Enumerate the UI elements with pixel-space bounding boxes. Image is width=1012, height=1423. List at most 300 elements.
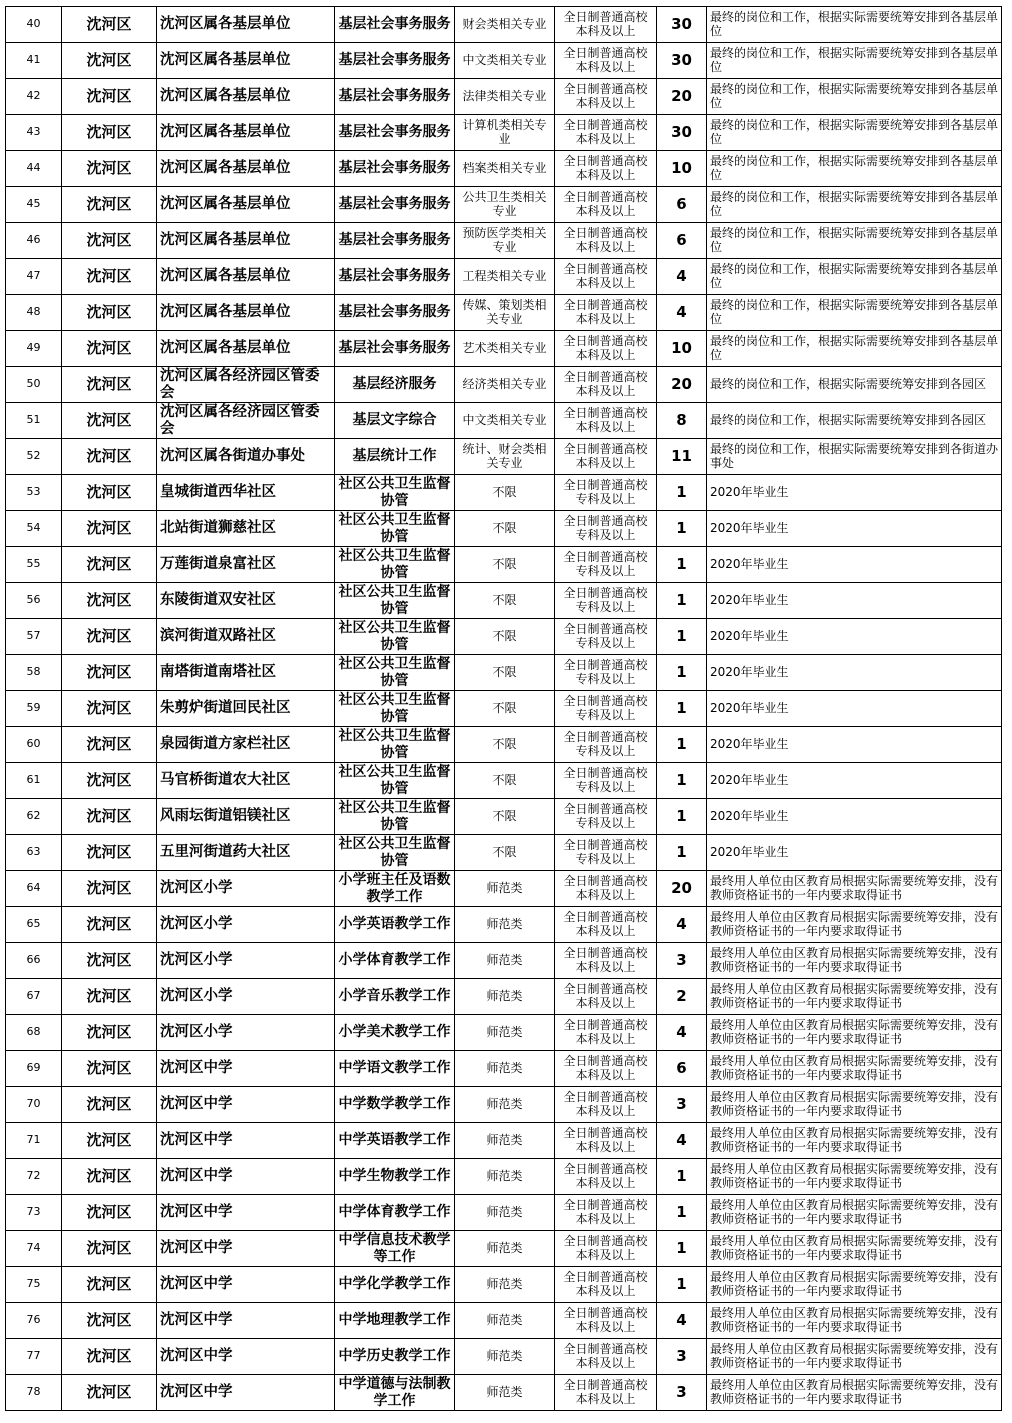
table-row [6, 1123, 1002, 1159]
district-cell: 沈河区 [62, 295, 157, 331]
education-cell: 全日制普通高校本科及以上 [555, 403, 657, 439]
major-cell: 经济类相关专业 [455, 367, 555, 403]
unit-cell: 沈河区属各基层单位 [157, 79, 335, 115]
education-cell: 全日制普通高校本科及以上 [555, 943, 657, 979]
note-cell: 最终用人单位由区教育局根据实际需要统筹安排，没有教师资格证书的一年内要求取得证书 [707, 1087, 1002, 1123]
position-cell: 小学音乐教学工作 [335, 979, 455, 1015]
major-cell: 师范类 [455, 943, 555, 979]
row-index: 69 [6, 1051, 62, 1087]
education-cell: 全日制普通高校本科及以上 [555, 223, 657, 259]
headcount-cell: 4 [657, 1123, 707, 1159]
district-cell: 沈河区 [62, 151, 157, 187]
unit-cell: 沈河区中学 [157, 1339, 335, 1375]
note-cell: 最终用人单位由区教育局根据实际需要统筹安排，没有教师资格证书的一年内要求取得证书 [707, 871, 1002, 907]
headcount-cell: 4 [657, 907, 707, 943]
unit-cell: 风雨坛街道铝镁社区 [157, 799, 335, 835]
district-cell: 沈河区 [62, 763, 157, 799]
headcount-cell: 10 [657, 151, 707, 187]
education-cell: 全日制普通高校本科及以上 [555, 1195, 657, 1231]
unit-cell: 沈河区小学 [157, 871, 335, 907]
position-cell: 社区公共卫生监督协管 [335, 799, 455, 835]
unit-cell: 沈河区小学 [157, 943, 335, 979]
row-index: 64 [6, 871, 62, 907]
note-cell: 2020年毕业生 [707, 799, 1002, 835]
major-cell: 不限 [455, 763, 555, 799]
note-cell: 最终的岗位和工作，根据实际需要统筹安排到各园区 [707, 367, 1002, 403]
table-row [6, 1195, 1002, 1231]
position-cell: 基层社会事务服务 [335, 223, 455, 259]
note-cell: 最终用人单位由区教育局根据实际需要统筹安排，没有教师资格证书的一年内要求取得证书 [707, 1015, 1002, 1051]
major-cell: 中文类相关专业 [455, 43, 555, 79]
unit-cell: 滨河街道双路社区 [157, 619, 335, 655]
district-cell: 沈河区 [62, 835, 157, 871]
education-cell: 全日制普通高校本科及以上 [555, 1159, 657, 1195]
education-cell: 全日制普通高校专科及以上 [555, 655, 657, 691]
note-cell: 最终用人单位由区教育局根据实际需要统筹安排，没有教师资格证书的一年内要求取得证书 [707, 907, 1002, 943]
note-cell: 最终用人单位由区教育局根据实际需要统筹安排，没有教师资格证书的一年内要求取得证书 [707, 943, 1002, 979]
headcount-cell: 6 [657, 223, 707, 259]
district-cell: 沈河区 [62, 331, 157, 367]
major-cell: 师范类 [455, 1267, 555, 1303]
row-index: 61 [6, 763, 62, 799]
table-row [6, 907, 1002, 943]
education-cell: 全日制普通高校本科及以上 [555, 979, 657, 1015]
education-cell: 全日制普通高校专科及以上 [555, 835, 657, 871]
education-cell: 全日制普通高校专科及以上 [555, 619, 657, 655]
table-row [6, 691, 1002, 727]
position-cell: 基层文字综合 [335, 403, 455, 439]
district-cell: 沈河区 [62, 439, 157, 475]
position-cell: 基层社会事务服务 [335, 7, 455, 43]
note-cell: 2020年毕业生 [707, 727, 1002, 763]
education-cell: 全日制普通高校本科及以上 [555, 43, 657, 79]
headcount-cell: 1 [657, 583, 707, 619]
position-cell: 中学历史教学工作 [335, 1339, 455, 1375]
unit-cell: 沈河区中学 [157, 1231, 335, 1267]
table-row [6, 835, 1002, 871]
education-cell: 全日制普通高校专科及以上 [555, 475, 657, 511]
unit-cell: 沈河区属各基层单位 [157, 223, 335, 259]
major-cell: 师范类 [455, 1231, 555, 1267]
position-cell: 基层社会事务服务 [335, 295, 455, 331]
row-index: 73 [6, 1195, 62, 1231]
position-cell: 中学信息技术教学等工作 [335, 1231, 455, 1267]
unit-cell: 沈河区小学 [157, 1015, 335, 1051]
row-index: 45 [6, 187, 62, 223]
education-cell: 全日制普通高校专科及以上 [555, 547, 657, 583]
row-index: 51 [6, 403, 62, 439]
education-cell: 全日制普通高校专科及以上 [555, 799, 657, 835]
row-index: 59 [6, 691, 62, 727]
education-cell: 全日制普通高校专科及以上 [555, 727, 657, 763]
major-cell: 中文类相关专业 [455, 403, 555, 439]
district-cell: 沈河区 [62, 259, 157, 295]
note-cell: 最终的岗位和工作，根据实际需要统筹安排到各基层单位 [707, 43, 1002, 79]
table-row [6, 583, 1002, 619]
row-index: 52 [6, 439, 62, 475]
table-row [6, 1267, 1002, 1303]
table-row [6, 1051, 1002, 1087]
row-index: 75 [6, 1267, 62, 1303]
headcount-cell: 1 [657, 799, 707, 835]
note-cell: 最终的岗位和工作，根据实际需要统筹安排到各基层单位 [707, 79, 1002, 115]
unit-cell: 沈河区属各基层单位 [157, 331, 335, 367]
note-cell: 2020年毕业生 [707, 655, 1002, 691]
position-cell: 社区公共卫生监督协管 [335, 583, 455, 619]
table-row [6, 1015, 1002, 1051]
major-cell: 不限 [455, 619, 555, 655]
row-index: 41 [6, 43, 62, 79]
table-row [6, 187, 1002, 223]
headcount-cell: 4 [657, 1303, 707, 1339]
unit-cell: 沈河区中学 [157, 1267, 335, 1303]
education-cell: 全日制普通高校本科及以上 [555, 907, 657, 943]
district-cell: 沈河区 [62, 727, 157, 763]
headcount-cell: 1 [657, 475, 707, 511]
note-cell: 最终的岗位和工作，根据实际需要统筹安排到各基层单位 [707, 7, 1002, 43]
position-cell: 社区公共卫生监督协管 [335, 727, 455, 763]
row-index: 72 [6, 1159, 62, 1195]
major-cell: 不限 [455, 835, 555, 871]
district-cell: 沈河区 [62, 1303, 157, 1339]
note-cell: 最终用人单位由区教育局根据实际需要统筹安排，没有教师资格证书的一年内要求取得证书 [707, 1159, 1002, 1195]
position-cell: 基层社会事务服务 [335, 259, 455, 295]
note-cell: 2020年毕业生 [707, 619, 1002, 655]
headcount-cell: 30 [657, 7, 707, 43]
unit-cell: 沈河区中学 [157, 1087, 335, 1123]
table-row [6, 439, 1002, 475]
row-index: 66 [6, 943, 62, 979]
note-cell: 最终用人单位由区教育局根据实际需要统筹安排，没有教师资格证书的一年内要求取得证书 [707, 1375, 1002, 1411]
note-cell: 2020年毕业生 [707, 835, 1002, 871]
row-index: 46 [6, 223, 62, 259]
major-cell: 法律类相关专业 [455, 79, 555, 115]
unit-cell: 朱剪炉街道回民社区 [157, 691, 335, 727]
position-cell: 中学语文教学工作 [335, 1051, 455, 1087]
education-cell: 全日制普通高校本科及以上 [555, 187, 657, 223]
headcount-cell: 1 [657, 1159, 707, 1195]
headcount-cell: 4 [657, 295, 707, 331]
row-index: 53 [6, 475, 62, 511]
education-cell: 全日制普通高校本科及以上 [555, 7, 657, 43]
headcount-cell: 1 [657, 511, 707, 547]
note-cell: 最终用人单位由区教育局根据实际需要统筹安排，没有教师资格证书的一年内要求取得证书 [707, 1123, 1002, 1159]
position-cell: 社区公共卫生监督协管 [335, 835, 455, 871]
note-cell: 最终用人单位由区教育局根据实际需要统筹安排，没有教师资格证书的一年内要求取得证书 [707, 1339, 1002, 1375]
education-cell: 全日制普通高校本科及以上 [555, 1087, 657, 1123]
district-cell: 沈河区 [62, 223, 157, 259]
row-index: 56 [6, 583, 62, 619]
headcount-cell: 1 [657, 547, 707, 583]
row-index: 47 [6, 259, 62, 295]
education-cell: 全日制普通高校本科及以上 [555, 1123, 657, 1159]
unit-cell: 沈河区中学 [157, 1051, 335, 1087]
headcount-cell: 1 [657, 691, 707, 727]
headcount-cell: 30 [657, 43, 707, 79]
headcount-cell: 20 [657, 871, 707, 907]
education-cell: 全日制普通高校本科及以上 [555, 331, 657, 367]
unit-cell: 北站街道狮慈社区 [157, 511, 335, 547]
row-index: 65 [6, 907, 62, 943]
position-cell: 小学体育教学工作 [335, 943, 455, 979]
headcount-cell: 10 [657, 331, 707, 367]
major-cell: 师范类 [455, 1087, 555, 1123]
row-index: 40 [6, 7, 62, 43]
headcount-cell: 6 [657, 1051, 707, 1087]
district-cell: 沈河区 [62, 79, 157, 115]
major-cell: 师范类 [455, 979, 555, 1015]
unit-cell: 沈河区中学 [157, 1159, 335, 1195]
headcount-cell: 1 [657, 727, 707, 763]
position-cell: 小学班主任及语数教学工作 [335, 871, 455, 907]
unit-cell: 沈河区属各基层单位 [157, 187, 335, 223]
position-cell: 中学道德与法制教学工作 [335, 1375, 455, 1411]
row-index: 62 [6, 799, 62, 835]
district-cell: 沈河区 [62, 1339, 157, 1375]
major-cell: 师范类 [455, 1051, 555, 1087]
table-row [6, 79, 1002, 115]
unit-cell: 五里河街道药大社区 [157, 835, 335, 871]
unit-cell: 沈河区小学 [157, 979, 335, 1015]
row-index: 78 [6, 1375, 62, 1411]
major-cell: 师范类 [455, 1159, 555, 1195]
major-cell: 不限 [455, 583, 555, 619]
district-cell: 沈河区 [62, 1123, 157, 1159]
row-index: 70 [6, 1087, 62, 1123]
unit-cell: 沈河区中学 [157, 1123, 335, 1159]
education-cell: 全日制普通高校本科及以上 [555, 151, 657, 187]
education-cell: 全日制普通高校本科及以上 [555, 295, 657, 331]
headcount-cell: 1 [657, 619, 707, 655]
table-row [6, 871, 1002, 907]
position-cell: 基层经济服务 [335, 367, 455, 403]
unit-cell: 沈河区属各基层单位 [157, 7, 335, 43]
table-row [6, 115, 1002, 151]
district-cell: 沈河区 [62, 403, 157, 439]
table-row [6, 763, 1002, 799]
note-cell: 最终用人单位由区教育局根据实际需要统筹安排，没有教师资格证书的一年内要求取得证书 [707, 1231, 1002, 1267]
table-row [6, 943, 1002, 979]
district-cell: 沈河区 [62, 619, 157, 655]
note-cell: 最终的岗位和工作，根据实际需要统筹安排到各街道办事处 [707, 439, 1002, 475]
unit-cell: 沈河区小学 [157, 907, 335, 943]
row-index: 42 [6, 79, 62, 115]
major-cell: 不限 [455, 727, 555, 763]
table-row [6, 367, 1002, 403]
position-cell: 基层统计工作 [335, 439, 455, 475]
headcount-cell: 4 [657, 259, 707, 295]
education-cell: 全日制普通高校本科及以上 [555, 1303, 657, 1339]
position-cell: 中学化学教学工作 [335, 1267, 455, 1303]
headcount-cell: 2 [657, 979, 707, 1015]
table-row [6, 979, 1002, 1015]
row-index: 48 [6, 295, 62, 331]
unit-cell: 万莲街道泉富社区 [157, 547, 335, 583]
district-cell: 沈河区 [62, 367, 157, 403]
major-cell: 不限 [455, 691, 555, 727]
headcount-cell: 3 [657, 1339, 707, 1375]
position-cell: 中学生物教学工作 [335, 1159, 455, 1195]
district-cell: 沈河区 [62, 907, 157, 943]
note-cell: 2020年毕业生 [707, 511, 1002, 547]
headcount-cell: 30 [657, 115, 707, 151]
position-cell: 中学体育教学工作 [335, 1195, 455, 1231]
row-index: 63 [6, 835, 62, 871]
row-index: 49 [6, 331, 62, 367]
headcount-cell: 3 [657, 1087, 707, 1123]
row-index: 57 [6, 619, 62, 655]
education-cell: 全日制普通高校本科及以上 [555, 1267, 657, 1303]
major-cell: 师范类 [455, 907, 555, 943]
headcount-cell: 8 [657, 403, 707, 439]
position-cell: 中学英语教学工作 [335, 1123, 455, 1159]
district-cell: 沈河区 [62, 691, 157, 727]
major-cell: 档案类相关专业 [455, 151, 555, 187]
education-cell: 全日制普通高校专科及以上 [555, 583, 657, 619]
education-cell: 全日制普通高校本科及以上 [555, 439, 657, 475]
table-row [6, 295, 1002, 331]
row-index: 55 [6, 547, 62, 583]
position-cell: 社区公共卫生监督协管 [335, 475, 455, 511]
education-cell: 全日制普通高校本科及以上 [555, 1339, 657, 1375]
note-cell: 最终用人单位由区教育局根据实际需要统筹安排，没有教师资格证书的一年内要求取得证书 [707, 1303, 1002, 1339]
district-cell: 沈河区 [62, 7, 157, 43]
unit-cell: 南塔街道南塔社区 [157, 655, 335, 691]
row-index: 71 [6, 1123, 62, 1159]
headcount-cell: 1 [657, 835, 707, 871]
major-cell: 师范类 [455, 1015, 555, 1051]
major-cell: 师范类 [455, 1123, 555, 1159]
table-row [6, 511, 1002, 547]
unit-cell: 沈河区属各基层单位 [157, 151, 335, 187]
district-cell: 沈河区 [62, 43, 157, 79]
unit-cell: 泉园街道方家栏社区 [157, 727, 335, 763]
headcount-cell: 1 [657, 763, 707, 799]
headcount-cell: 1 [657, 1267, 707, 1303]
major-cell: 计算机类相关专业 [455, 115, 555, 151]
major-cell: 师范类 [455, 1339, 555, 1375]
position-cell: 社区公共卫生监督协管 [335, 511, 455, 547]
education-cell: 全日制普通高校专科及以上 [555, 691, 657, 727]
position-cell: 基层社会事务服务 [335, 151, 455, 187]
major-cell: 师范类 [455, 871, 555, 907]
note-cell: 最终用人单位由区教育局根据实际需要统筹安排，没有教师资格证书的一年内要求取得证书 [707, 1051, 1002, 1087]
education-cell: 全日制普通高校本科及以上 [555, 871, 657, 907]
unit-cell: 马官桥街道农大社区 [157, 763, 335, 799]
major-cell: 不限 [455, 655, 555, 691]
recruitment-table [5, 6, 1002, 1411]
major-cell: 传媒、策划类相关专业 [455, 295, 555, 331]
headcount-cell: 20 [657, 79, 707, 115]
unit-cell: 沈河区属各经济园区管委会 [157, 403, 335, 439]
table-row [6, 331, 1002, 367]
unit-cell: 沈河区属各街道办事处 [157, 439, 335, 475]
table-row [6, 1303, 1002, 1339]
table-row [6, 151, 1002, 187]
major-cell: 不限 [455, 475, 555, 511]
position-cell: 基层社会事务服务 [335, 79, 455, 115]
table-row [6, 43, 1002, 79]
row-index: 77 [6, 1339, 62, 1375]
position-cell: 社区公共卫生监督协管 [335, 655, 455, 691]
headcount-cell: 1 [657, 655, 707, 691]
note-cell: 2020年毕业生 [707, 691, 1002, 727]
district-cell: 沈河区 [62, 115, 157, 151]
row-index: 60 [6, 727, 62, 763]
district-cell: 沈河区 [62, 1375, 157, 1411]
education-cell: 全日制普通高校本科及以上 [555, 1375, 657, 1411]
unit-cell: 沈河区属各基层单位 [157, 295, 335, 331]
table-row [6, 619, 1002, 655]
district-cell: 沈河区 [62, 1051, 157, 1087]
unit-cell: 沈河区中学 [157, 1375, 335, 1411]
unit-cell: 沈河区属各基层单位 [157, 115, 335, 151]
row-index: 50 [6, 367, 62, 403]
note-cell: 最终的岗位和工作，根据实际需要统筹安排到各基层单位 [707, 115, 1002, 151]
district-cell: 沈河区 [62, 547, 157, 583]
education-cell: 全日制普通高校专科及以上 [555, 763, 657, 799]
district-cell: 沈河区 [62, 979, 157, 1015]
note-cell: 最终的岗位和工作，根据实际需要统筹安排到各基层单位 [707, 151, 1002, 187]
headcount-cell: 3 [657, 1375, 707, 1411]
table-row [6, 799, 1002, 835]
major-cell: 不限 [455, 547, 555, 583]
district-cell: 沈河区 [62, 655, 157, 691]
unit-cell: 皇城街道西华社区 [157, 475, 335, 511]
note-cell: 2020年毕业生 [707, 583, 1002, 619]
position-cell: 社区公共卫生监督协管 [335, 691, 455, 727]
major-cell: 师范类 [455, 1195, 555, 1231]
education-cell: 全日制普通高校专科及以上 [555, 511, 657, 547]
district-cell: 沈河区 [62, 799, 157, 835]
education-cell: 全日制普通高校本科及以上 [555, 79, 657, 115]
table-row [6, 223, 1002, 259]
unit-cell: 沈河区中学 [157, 1195, 335, 1231]
headcount-cell: 1 [657, 1231, 707, 1267]
row-index: 68 [6, 1015, 62, 1051]
education-cell: 全日制普通高校本科及以上 [555, 1231, 657, 1267]
note-cell: 最终的岗位和工作，根据实际需要统筹安排到各基层单位 [707, 295, 1002, 331]
education-cell: 全日制普通高校本科及以上 [555, 1015, 657, 1051]
position-cell: 基层社会事务服务 [335, 115, 455, 151]
note-cell: 2020年毕业生 [707, 475, 1002, 511]
position-cell: 社区公共卫生监督协管 [335, 763, 455, 799]
position-cell: 小学英语教学工作 [335, 907, 455, 943]
row-index: 43 [6, 115, 62, 151]
headcount-cell: 11 [657, 439, 707, 475]
district-cell: 沈河区 [62, 583, 157, 619]
district-cell: 沈河区 [62, 1195, 157, 1231]
table-row [6, 547, 1002, 583]
major-cell: 公共卫生类相关专业 [455, 187, 555, 223]
major-cell: 师范类 [455, 1303, 555, 1339]
row-index: 74 [6, 1231, 62, 1267]
district-cell: 沈河区 [62, 475, 157, 511]
major-cell: 师范类 [455, 1375, 555, 1411]
row-index: 58 [6, 655, 62, 691]
major-cell: 工程类相关专业 [455, 259, 555, 295]
row-index: 76 [6, 1303, 62, 1339]
position-cell: 基层社会事务服务 [335, 331, 455, 367]
table-row [6, 1339, 1002, 1375]
note-cell: 2020年毕业生 [707, 547, 1002, 583]
note-cell: 最终的岗位和工作，根据实际需要统筹安排到各基层单位 [707, 259, 1002, 295]
headcount-cell: 6 [657, 187, 707, 223]
education-cell: 全日制普通高校本科及以上 [555, 115, 657, 151]
table-row [6, 727, 1002, 763]
table-row [6, 259, 1002, 295]
position-cell: 小学美术教学工作 [335, 1015, 455, 1051]
